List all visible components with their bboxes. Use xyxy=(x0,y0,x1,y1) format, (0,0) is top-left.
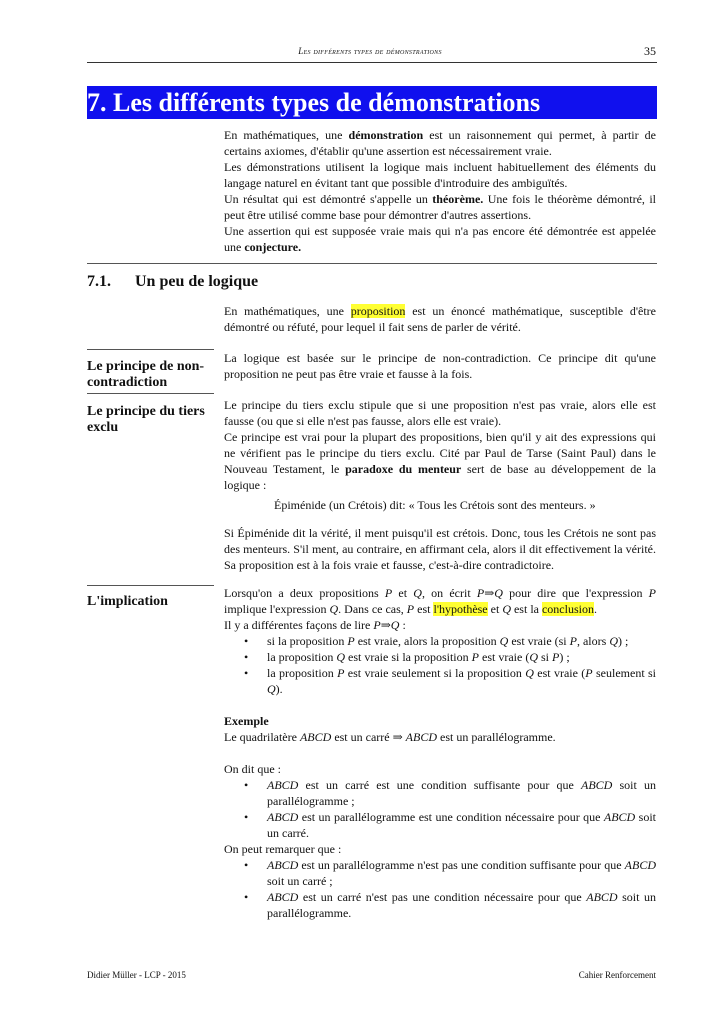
reading-list xyxy=(224,633,656,697)
section-title: 7.1. Un peu de logique xyxy=(87,273,259,290)
tiers-exclu-text: Le principe du tiers exclu stipule que si une proposition n'est pas vraie, alors elle est fausse (ou que si elle n'est pas fausse, alors elle est vraie). Ce principe est vrai pour la plupart des propositions, bien qu'il y ait des expressions qui ne vérifient pas le principe du tiers exclu. Cité par Paul de Tarse (Saint Paul) dans le Nouveau Testament, le paradoxe du menteur sert de base au développement de la logique : Épiménide (un Crétois) dit: « Tous les Crétois sont des menteurs. » Si Épiménide dit la vérité, il ment puisqu'il est crétois. Donc, tous les Crétois ne sont pas des menteurs. S'il ment, au contraire, en affirmant cela, alors il dit effectivement la vérité. Sa proposition est à la fois vraie et fausse, c'est-à-dire contradictoire. xyxy=(224,398,657,572)
list-item: • ABCD est un parallélogramme n'est pas une condition suffisante pour que ABCD soit un carré ; xyxy=(224,857,656,889)
condition-list xyxy=(224,777,656,841)
quote: Épiménide (un Crétois) dit: « Tous les Crétois sont des menteurs. » xyxy=(274,498,596,512)
intro-text: En mathématiques, une démonstration est un raisonnement qui permet, à partir de certains axiomes, d'établir qu'une assertion est nécessairement vraie. Les démonstrations utilisent la logique mais incluent habituellement des éléments du langage naturel en évitant tant que possible d'introduire des ambiguïtés. Un résultat qui est démontré s'appelle un théorème. Une fois le théorème démontré, il peut être utilisé comme base pour démontrer d'autres assertions. Une assertion qui est supposée vraie mais qui n'a pas encore été démontrée est appelée une conjecture. xyxy=(224,128,656,254)
implication-text: Lorsqu'on a deux propositions P et Q, on écrit P⇒Q pour dire que l'expression P implique l'expression Q. Dans ce cas, P est l'hypothèse et Q est la conclusion. Il y a différentes façons de lire P⇒Q : • si la proposition P est vraie, alors la proposition Q est vraie (si P, alors Q) ; • la proposition Q est vraie si la proposition P est vraie (Q si P) ; • la proposition P est vraie seulement si la proposition Q est vraie (P seulement si Q). Exemple Le quadrilatère ABCD est un carré ⇒ ABCD est un parallélogramme. On dit que : • ABCD est un carré est une condition suffisante pour que ABCD soit un parallélogramme ; • ABCD est un parallélogramme est une condition nécessaire pour que ABCD soit un carré. On peut remarquer que : • ABCD est un parallélogramme n'est pas une condition suffisante pour que ABCD soit un carré ; • ABCD est un carré n'est pas une condition nécessaire pour que ABCD soit un parallélogramme. xyxy=(224,585,656,921)
side-rule xyxy=(87,393,214,394)
list-item: • si la proposition P est vraie, alors la proposition Q est vraie (si P, alors Q) ; xyxy=(224,633,656,649)
list-item: • ABCD est un carré est une condition suffisante pour que ABCD soit un parallélogramme ; xyxy=(224,777,656,809)
non-contradiction-text: La logique est basée sur le principe de non-contradiction. Ce principe dit qu'une proposition ne peut pas être vraie et fausse à la fois. xyxy=(224,351,656,381)
side-heading-implication: L'implication xyxy=(87,594,168,609)
footer-left: Didier Müller - LCP - 2015 xyxy=(87,970,186,980)
side-rule xyxy=(87,585,214,586)
example-title: Exemple xyxy=(224,714,269,728)
list-item: • ABCD est un carré n'est pas une condition nécessaire pour que ABCD soit un parallélogramme. xyxy=(224,889,656,921)
list-item: • la proposition Q est vraie si la proposition P est vraie (Q si P) ; xyxy=(224,649,656,665)
logic-intro-text: En mathématiques, une proposition est un énoncé mathématique, susceptible d'être démontré ou réfuté, pour lequel il fait sens de parler de vérité. xyxy=(224,304,656,334)
side-heading-tiers-exclu: Le principe du tiers exclu xyxy=(87,404,205,435)
side-heading-non-contradiction: Le principe de non-contradiction xyxy=(87,359,205,390)
side-rule xyxy=(87,349,214,350)
running-header-title: Les différents types de démonstrations xyxy=(298,46,442,56)
footer-right: Cahier Renforcement xyxy=(578,970,656,980)
remark-list xyxy=(224,857,656,921)
list-item: • la proposition P est vraie seulement si la proposition Q est vraie (P seulement si Q). xyxy=(224,665,656,697)
list-item: • ABCD est un parallélogramme est une condition nécessaire pour que ABCD soit un carré. xyxy=(224,809,656,841)
section-rule xyxy=(87,263,657,264)
chapter-title: 7. Les différents types de démonstrations xyxy=(87,86,657,119)
header-rule xyxy=(87,62,657,63)
page-number: 35 xyxy=(644,44,656,58)
